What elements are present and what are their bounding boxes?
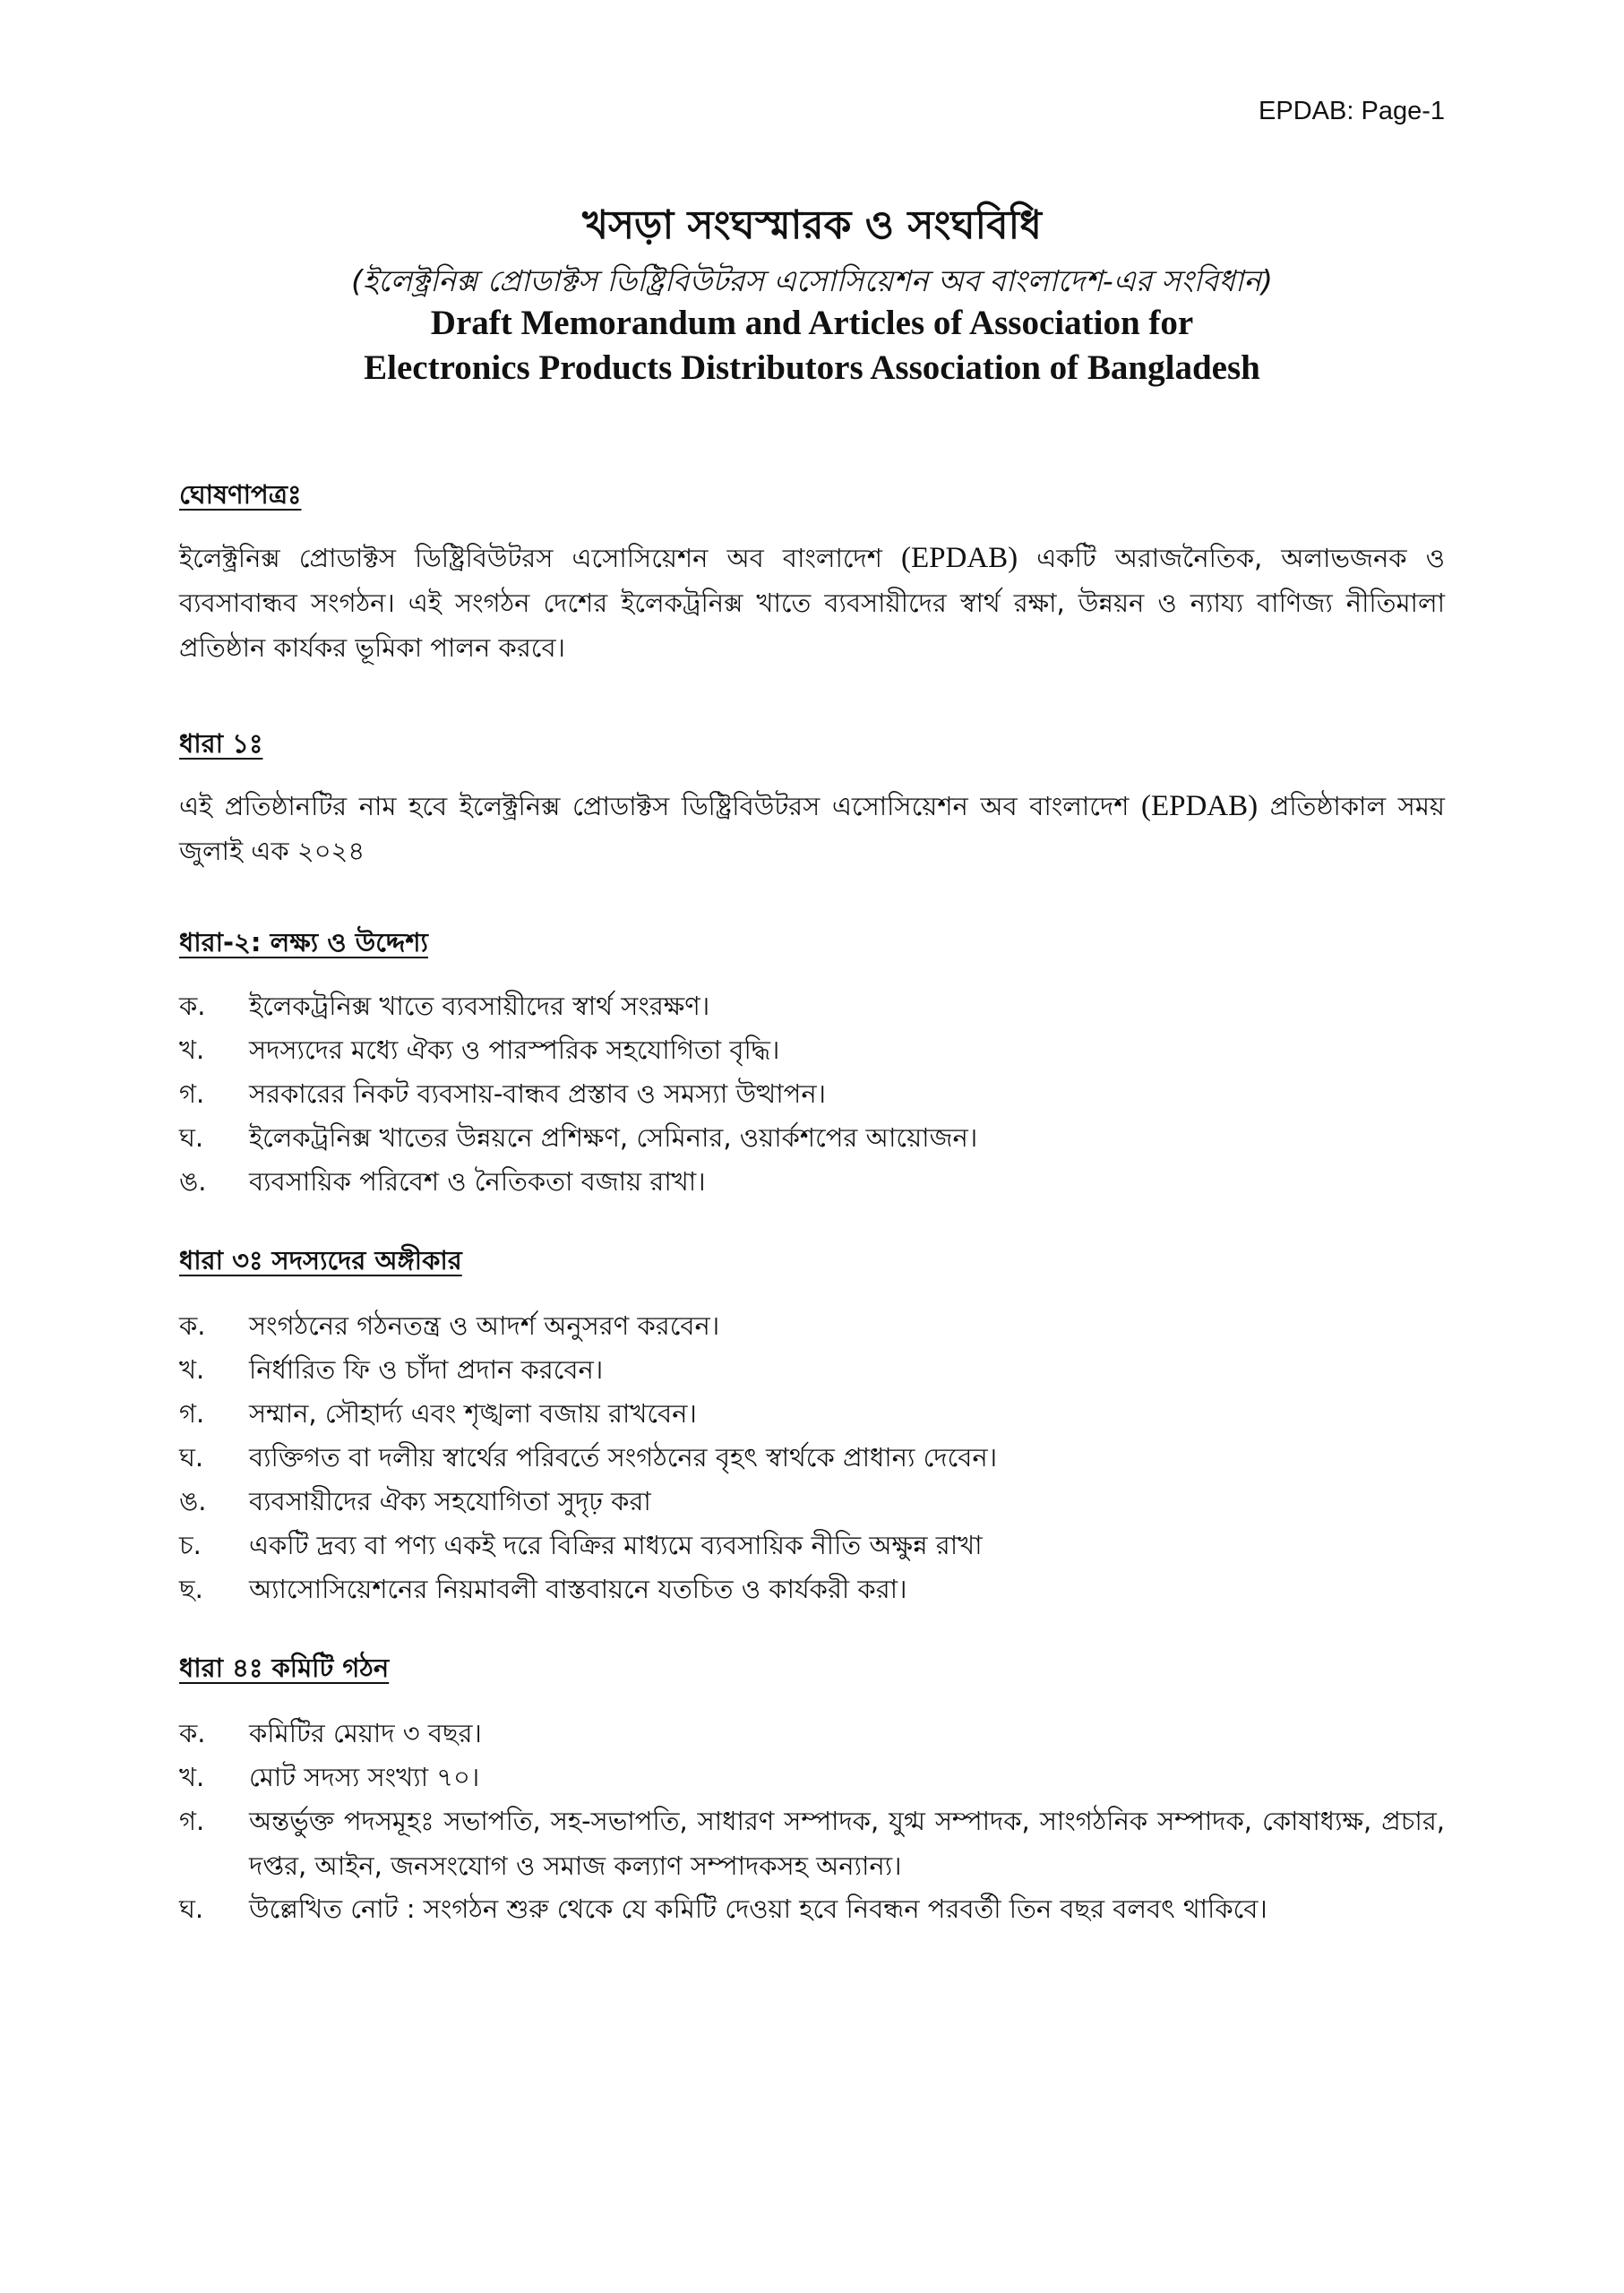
list-item: [179, 1347, 1445, 1392]
list-marker: ক.: [179, 1310, 206, 1341]
list-marker: গ.: [179, 1398, 205, 1429]
list-item: [179, 1435, 1445, 1480]
list-item: [179, 1479, 1445, 1524]
list-item: [179, 1567, 1445, 1611]
list-marker: ছ.: [179, 1574, 203, 1604]
declaration-text: [179, 536, 1445, 670]
list-item-text: একটি দ্রব্য বা পণ্য একই দরে বিক্রির মাধ্যমে ব্যবসায়িক নীতি অক্ষুন্ন রাখা: [249, 1530, 983, 1560]
list-item-text: ব্যক্তিগত বা দলীয় স্বার্থের পরিবর্তে সংগঠনের বৃহৎ স্বার্থকে প্রাধান্য দেবেন।: [249, 1442, 998, 1473]
list-item: [179, 1886, 1445, 1931]
list-marker: খ.: [179, 1762, 205, 1792]
document-title-english-line2: Electronics Products Distributors Association of Bangladesh: [364, 348, 1260, 387]
section2-heading: ধারা-২: লক্ষ্য ও উদ্দেশ্য: [179, 927, 428, 958]
list-marker: গ.: [179, 1806, 205, 1836]
list-marker: ক.: [179, 1718, 206, 1748]
section4-heading: ধারা ৪ঃ কমিটি গঠন: [179, 1653, 390, 1683]
list-marker: খ.: [179, 1035, 205, 1065]
list-item-text: সদস্যদের মধ্যে ঐক্য ও পারস্পরিক সহযোগিতা বৃদ্ধি।: [249, 1035, 780, 1065]
list-item-text: নির্ধারিত ফি ও চাঁদা প্রদান করবেন।: [249, 1354, 604, 1385]
declaration-text-a: ইলেক্ট্রনিক্স প্রোডাক্টস ডিষ্ট্রিবিউটরস এসোসিয়েশন অব বাংলাদেশ: [179, 543, 901, 573]
list-item: [179, 1523, 1445, 1567]
list-item: [179, 1391, 1445, 1436]
page-number: EPDAB: Page-1: [1259, 97, 1445, 125]
list-marker: ঘ.: [179, 1442, 204, 1473]
section1-abbr: (EPDAB): [1140, 790, 1259, 822]
section3-heading: ধারা ৩ঃ সদস্যদের অঙ্গীকার: [179, 1245, 462, 1275]
list-item-text: সম্মান, সৌহার্দ্য এবং শৃঙ্খলা বজায় রাখবেন।: [249, 1398, 697, 1429]
list-item: [179, 1755, 1445, 1799]
list-item-text: সরকারের নিকট ব্যবসায়-বান্ধব প্রস্তাব ও সমস্যা উত্থাপন।: [249, 1078, 827, 1109]
section1-heading: ধারা ১ঃ: [179, 728, 263, 759]
document-subtitle-bangla: (ইলেক্ট্রনিক্স প্রোডাক্টস ডিষ্ট্রিবিউটরস এসোসিয়েশন অব বাংলাদেশ-এর সংবিধান): [351, 263, 1273, 298]
list-item-text: ব্যবসায়ীদের ঐক্য সহযোগিতা সুদৃঢ় করা: [249, 1486, 651, 1516]
list-item-text: সংগঠনের গঠনতন্ত্র ও আদর্শ অনুসরণ করবেন।: [249, 1310, 720, 1341]
list-item: [179, 1303, 1445, 1348]
list-item-text: ইলেকট্রনিক্স খাতের উন্নয়নে প্রশিক্ষণ, সেমিনার, ওয়ার্কশপের আয়োজন।: [249, 1122, 978, 1153]
list-item: [179, 1115, 1445, 1160]
list-item: [179, 1711, 1445, 1756]
section1-text-a: এই প্রতিষ্ঠানটির নাম হবে ইলেক্ট্রনিক্স প্রোডাক্টস ডিষ্ট্রিবিউটরস এসোসিয়েশন অব বাংলাদেশ: [179, 791, 1141, 821]
list-item-text: উল্লেখিত নোট : সংগঠন শুরু থেকে যে কমিটি দেওয়া হবে নিবন্ধন পরবর্তী তিন বছর বলবৎ থাকিবে।: [249, 1894, 1267, 1924]
section1-text-b: প্রতিষ্ঠাকাল সময় জুলাই এক ২০২৪: [179, 791, 1446, 866]
list-item: [179, 1071, 1445, 1116]
declaration-abbr: (EPDAB): [900, 542, 1018, 574]
list-marker: ঘ.: [179, 1894, 204, 1924]
declaration-text-b: একটি অরাজনৈতিক, অলাভজনক ও ব্যবসাবান্ধব সংগঠন। এই সংগঠন দেশের ইলেকট্রনিক্স খাতে ব্যবসায়ীদের স্বার্থ রক্ষা, উন্নয়ন ও ন্যায্য বাণিজ্য নীতিমালা প্রতিষ্ঠান কার্যকর ভূমিকা পালন করবে।: [179, 543, 1445, 663]
list-item: [179, 1027, 1445, 1072]
list-item-text: ইলেকট্রনিক্স খাতে ব্যবসায়ীদের স্বার্থ সংরক্ষণ।: [249, 991, 710, 1021]
list-item-text: ব্যবসায়িক পরিবেশ ও নৈতিকতা বজায় রাখা।: [249, 1166, 706, 1197]
list-item: [179, 983, 1445, 1028]
list-marker: চ.: [179, 1530, 202, 1560]
declaration-heading: ঘোষণাপত্রঃ: [179, 479, 302, 510]
list-marker: ঙ.: [179, 1486, 207, 1516]
list-item-text: অন্তর্ভুক্ত পদসমূহঃ সভাপতি, সহ-সভাপতি, সাধারণ সম্পাদক, যুগ্ম সম্পাদক, সাংগঠনিক সম্পাদক, কোষাধ্যক্ষ, প্রচার, দপ্তর, আইন, জনসংযোগ ও সমাজ কল্যাণ সম্পাদকসহ অন্যান্য।: [249, 1806, 1445, 1881]
document-title-english-line1: Draft Memorandum and Articles of Association for: [430, 304, 1194, 342]
list-marker: খ.: [179, 1354, 205, 1385]
section1-text: [179, 784, 1445, 873]
list-item-text: অ্যাসোসিয়েশনের নিয়মাবলী বাস্তবায়নে যতচিত ও কার্যকরী করা।: [249, 1574, 907, 1604]
document-title-bangla: খসড়া সংঘস্মারক ও সংঘবিধি: [582, 202, 1042, 248]
list-marker: গ.: [179, 1078, 205, 1109]
list-marker: ঘ.: [179, 1122, 204, 1153]
list-item: [179, 1159, 1445, 1204]
list-item: [179, 1799, 1445, 1888]
list-marker: ক.: [179, 991, 206, 1021]
list-marker: ঙ.: [179, 1166, 207, 1197]
list-item-text: মোট সদস্য সংখ্যা ৭০।: [249, 1762, 480, 1792]
list-item-text: কমিটির মেয়াদ ৩ বছর।: [249, 1718, 482, 1748]
